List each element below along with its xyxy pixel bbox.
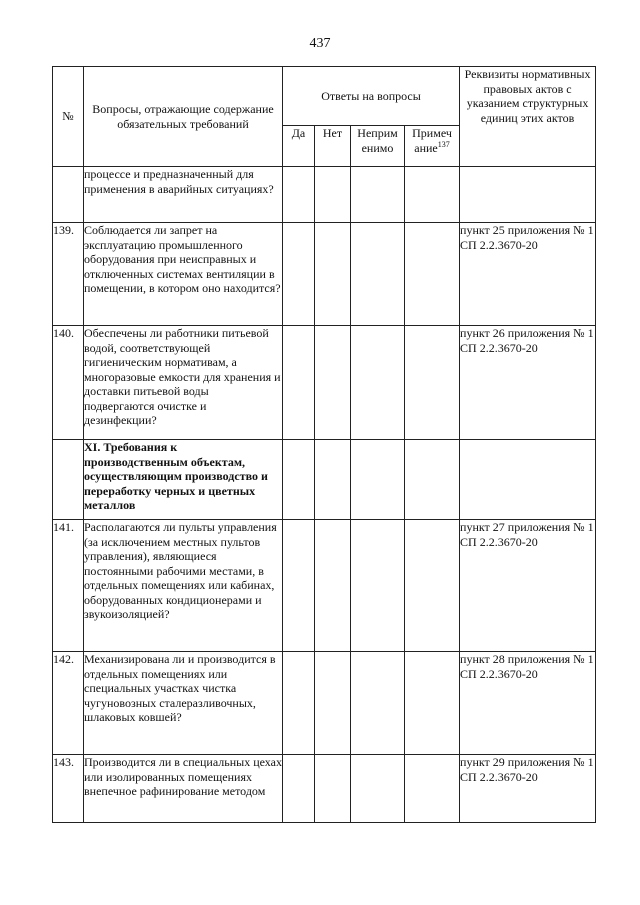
answer-no-cell: [315, 223, 351, 326]
answer-note-cell: [405, 326, 460, 440]
answer-note-cell: [405, 223, 460, 326]
page-number: 437: [309, 36, 331, 51]
answer-yes-cell: [283, 440, 315, 520]
answer-yes-cell: [283, 223, 315, 326]
row-reference: пункт 29 приложения № 1 СП 2.2.3670-20: [460, 755, 596, 823]
answer-no-cell: [315, 520, 351, 652]
row-reference: [460, 167, 596, 223]
row-question: процессе и предназначенный для применения в аварийных ситуациях?: [84, 167, 283, 223]
answer-yes-cell: [283, 326, 315, 440]
row-number: [53, 440, 84, 520]
header-note-label: Примеч ание: [412, 126, 452, 155]
answer-yes-cell: [283, 167, 315, 223]
answer-note-cell: [405, 167, 460, 223]
row-reference: пункт 28 приложения № 1 СП 2.2.3670-20: [460, 652, 596, 755]
row-question: Соблюдается ли запрет на эксплуатацию промышленного оборудования при неисправных и отключенных системах вентиляции в помещении, в котором оно находится?: [84, 223, 283, 326]
row-number: 141.: [53, 520, 84, 652]
answer-no-cell: [315, 326, 351, 440]
answer-note-cell: [405, 440, 460, 520]
header-no: Нет: [315, 126, 351, 167]
table-row: [53, 167, 596, 223]
table-row: [53, 755, 596, 823]
row-question: Производится ли в специальных цехах или изолированных помещениях внепечное рафинирование методом: [84, 755, 283, 823]
answer-no-cell: [315, 652, 351, 755]
row-question: Обеспечены ли работники питьевой водой, соответствующей гигиеническим нормативам, а многоразовые емкости для хранения и доставки питьевой воды подвергаются очистке и дезинфекции?: [84, 326, 283, 440]
section-heading: XI. Требования к производственным объектам, осуществляющим производство и переработку черных и цветных металлов: [84, 440, 283, 520]
row-number: 139.: [53, 223, 84, 326]
answer-na-cell: [351, 167, 405, 223]
row-question: Располагаются ли пульты управления (за исключением местных пультов управления), являющиеся постоянными рабочими местами, в отдельных помещениях или кабинах, оборудованных кондиционерами и звукоизоляцией?: [84, 520, 283, 652]
answer-na-cell: [351, 223, 405, 326]
header-note: [405, 126, 460, 167]
answer-no-cell: [315, 440, 351, 520]
row-reference: пункт 27 приложения № 1 СП 2.2.3670-20: [460, 520, 596, 652]
header-question: Вопросы, отражающие содержание обязательных требований: [84, 67, 283, 167]
footnote-marker: 137: [437, 139, 450, 149]
row-number: 142.: [53, 652, 84, 755]
row-reference: [460, 440, 596, 520]
header-references: Реквизиты нормативных правовых актов с указанием структурных единиц этих актов: [460, 67, 596, 167]
answer-na-cell: [351, 326, 405, 440]
header-number: №: [53, 67, 84, 167]
row-reference: пункт 25 приложения № 1 СП 2.2.3670-20: [460, 223, 596, 326]
header-not-applicable: Неприм енимо: [351, 126, 405, 167]
header-yes: Да: [283, 126, 315, 167]
answer-note-cell: [405, 652, 460, 755]
requirements-table: [52, 66, 596, 823]
table-row: [53, 652, 596, 755]
answer-note-cell: [405, 755, 460, 823]
row-number: [53, 167, 84, 223]
table-row: [53, 520, 596, 652]
answer-na-cell: [351, 652, 405, 755]
row-reference: пункт 26 приложения № 1 СП 2.2.3670-20: [460, 326, 596, 440]
header-answers: Ответы на вопросы: [283, 67, 460, 126]
answer-note-cell: [405, 520, 460, 652]
table-row: [53, 223, 596, 326]
row-question: Механизирована ли и производится в отдельных помещениях или специальных участках чистка чугуновозных сталеразливочных, шлаковых ковшей?: [84, 652, 283, 755]
row-number: 140.: [53, 326, 84, 440]
answer-na-cell: [351, 440, 405, 520]
answer-no-cell: [315, 167, 351, 223]
answer-na-cell: [351, 755, 405, 823]
answer-yes-cell: [283, 520, 315, 652]
answer-yes-cell: [283, 652, 315, 755]
table-row: [53, 326, 596, 440]
answer-yes-cell: [283, 755, 315, 823]
answer-no-cell: [315, 755, 351, 823]
answer-na-cell: [351, 520, 405, 652]
row-number: 143.: [53, 755, 84, 823]
section-heading-row: [53, 440, 596, 520]
